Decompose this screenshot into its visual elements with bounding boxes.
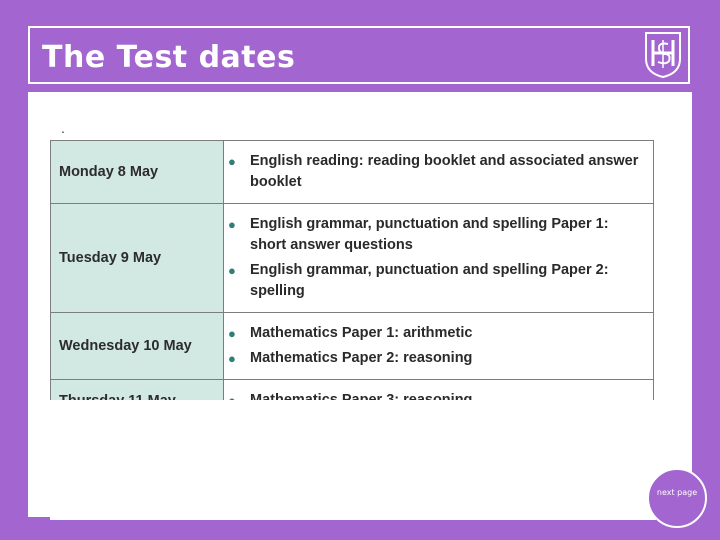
list-item: ● Mathematics Paper 1: arithmetic	[250, 323, 643, 344]
test-schedule-table	[50, 140, 654, 422]
table-crop-mask	[50, 400, 656, 520]
bullet-marker: .	[61, 120, 65, 136]
day-cell: Tuesday 9 May	[51, 204, 224, 313]
bullet-icon: ●	[228, 263, 236, 278]
table-row	[51, 141, 654, 204]
papers-cell	[224, 141, 654, 204]
day-cell: Monday 8 May	[51, 141, 224, 204]
bullet-icon: ●	[228, 326, 236, 341]
title-bar	[28, 26, 690, 84]
bullet-icon: ●	[228, 217, 236, 232]
next-page-button[interactable]: next page	[647, 468, 707, 528]
table-row	[51, 313, 654, 380]
list-item: ● Mathematics Paper 2: reasoning	[250, 348, 643, 369]
school-crest-icon	[644, 31, 682, 79]
day-cell: Wednesday 10 May	[51, 313, 224, 380]
table-row	[51, 204, 654, 313]
bullet-icon: ●	[228, 154, 236, 169]
list-item: ● English reading: reading booklet and associated answer booklet	[228, 153, 639, 190]
bullet-icon: ●	[228, 351, 236, 366]
list-item: ● English grammar, punctuation and spelling Paper 2: spelling	[228, 262, 609, 299]
page-title: The Test dates	[42, 40, 296, 75]
papers-cell	[224, 313, 654, 380]
content-panel	[28, 92, 692, 517]
list-item: ● English grammar, punctuation and spelling Paper 1: short answer questions	[228, 216, 609, 253]
papers-cell	[224, 204, 654, 313]
